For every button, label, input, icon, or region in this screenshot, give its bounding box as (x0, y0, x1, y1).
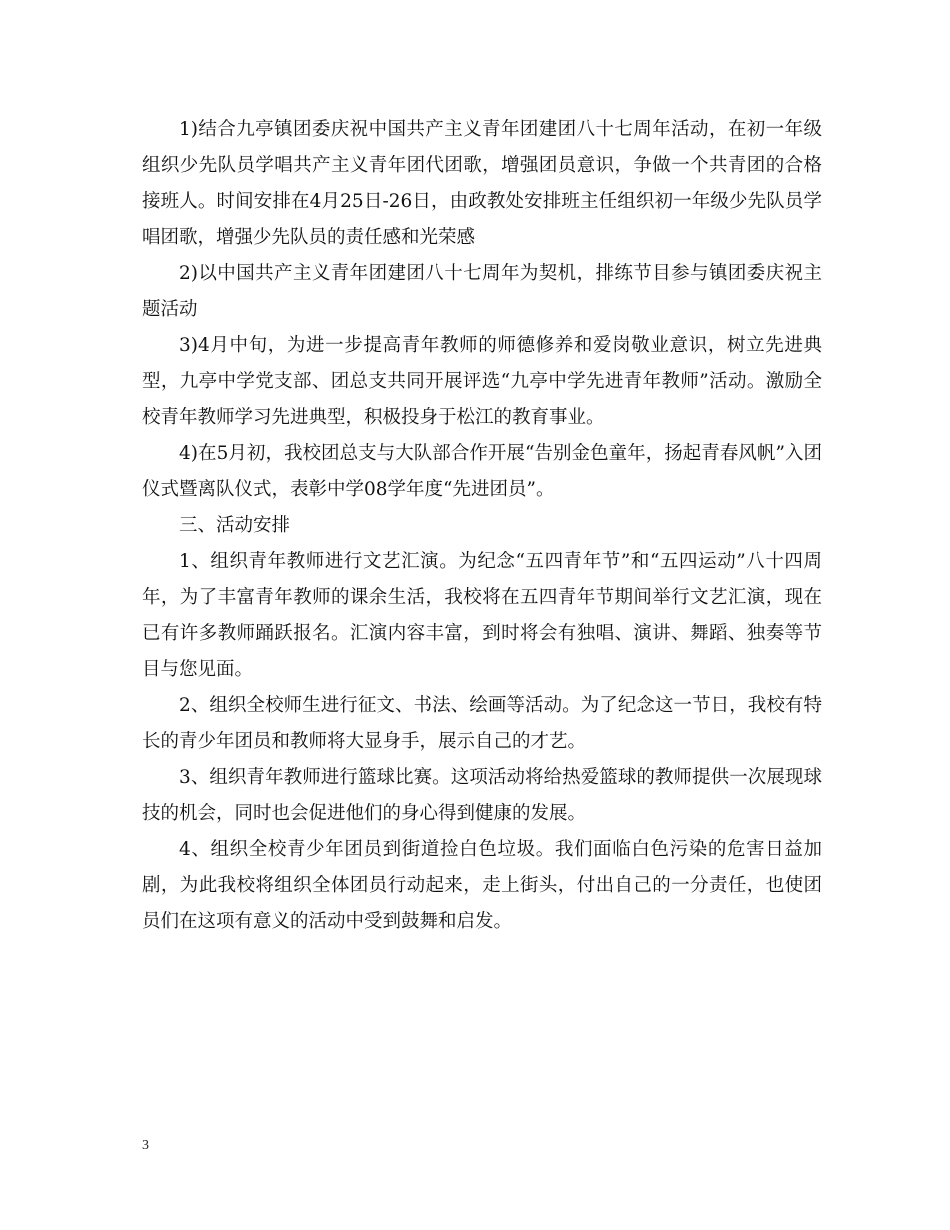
paragraph-item-1: 1)结合九亭镇团委庆祝中国共产主义青年团建团八十七周年活动，在初一年级组织少先队员学唱共产主义青年团代团歌，增强团员意识，争做一个共青团的合格接班人。时间安排在4月25日-26日，由政教处安排班主任组织初一年级少先队员学唱团歌，增强少先队员的责任感和光荣感 (142, 119, 822, 248)
paragraph-item-4: 4)在5月初，我校团总支与大队部合作开展“告别金色童年，扬起青春风帆”入团仪式暨离队仪式，表彰中学08学年度“先进团员”。 (142, 443, 822, 500)
paragraph-activity-3: 3、组织青年教师进行篮球比赛。这项活动将给热爱篮球的教师提供一次展现球技的机会，同时也会促进他们的身心得到健康的发展。 (142, 767, 822, 824)
paragraph-activity-2: 2、组织全校师生进行征文、书法、绘画等活动。为了纪念这一节日，我校有特长的青少年团员和教师将大显身手，展示自己的才艺。 (142, 695, 822, 752)
section-heading-activity-arrangement: 三、活动安排 (179, 515, 291, 536)
document-body (142, 112, 822, 940)
paragraph-item-2: 2)以中国共产主义青年团建团八十七周年为契机，排练节目参与镇团委庆祝主题活动 (142, 263, 822, 320)
paragraph-activity-4: 4、组织全校青少年团员到街道捡白色垃圾。我们面临白色污染的危害日益加剧，为此我校将组织全体团员行动起来，走上街头，付出自己的一分责任，也使团员们在这项有意义的活动中受到鼓舞和启发。 (142, 839, 822, 932)
paragraph-item-3: 3)4月中旬，为进一步提高青年教师的师德修养和爱岗敬业意识，树立先进典型，九亭中学党支部、团总支共同开展评选“九亭中学先进青年教师”活动。激励全校青年教师学习先进典型，积极投身于松江的教育事业。 (142, 335, 822, 428)
page-number: 3 (142, 1138, 149, 1153)
paragraph-activity-1: 1、组织青年教师进行文艺汇演。为纪念“五四青年节”和“五四运动”八十四周年，为了丰富青年教师的课余生活，我校将在五四青年节期间举行文艺汇演，现在已有许多教师踊跃报名。汇演内容丰富，到时将会有独唱、演讲、舞蹈、独奏等节目与您见面。 (142, 551, 822, 680)
